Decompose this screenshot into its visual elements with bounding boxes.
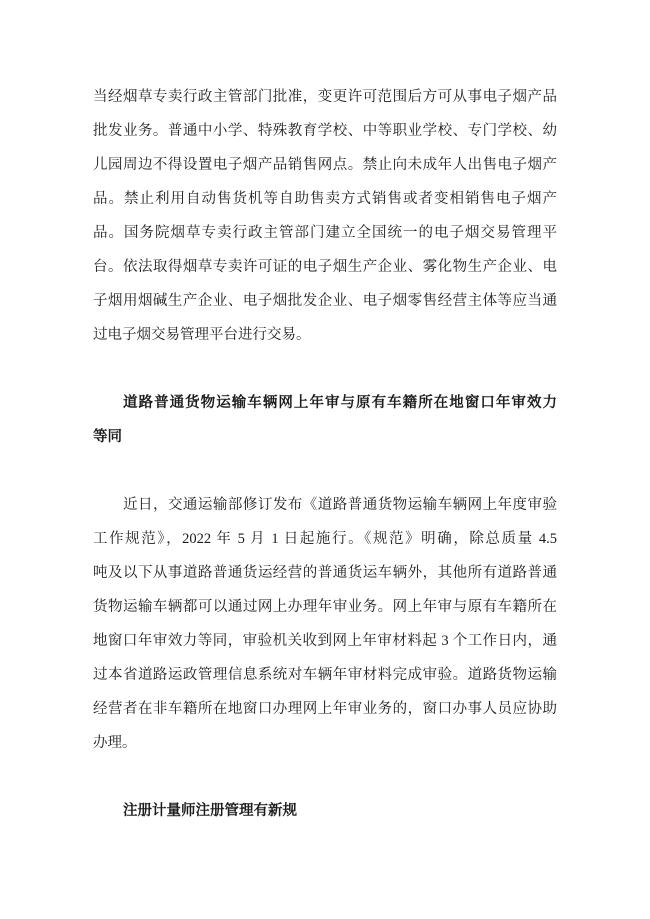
text-line: 品。国务院烟草专卖行政主管部门建立全国统一的电子烟交易管理平	[93, 225, 557, 241]
text-line: 工作规范》，2022 年 5 月 1 日起施行。《规范》明确，除总质量 4.5	[93, 531, 557, 547]
text-line: 过电子烟交易管理平台进行交易。	[93, 327, 311, 343]
text-line: 经营者在非车籍所在地窗口办理网上年审业务的，窗口办事人员应协助	[93, 701, 557, 717]
text-line: 吨及以下从事道路普通货运经营的普通货运车辆外，其他所有道路普通	[93, 565, 557, 581]
text-line: 货物运输车辆都可以通过网上办理年审业务。网上年审与原有车籍所在	[93, 599, 557, 615]
text-line: 地窗口年审效力等同，审验机关收到网上年审材料起 3 个工作日内，通	[93, 633, 557, 649]
text-line: 道路普通货物运输车辆网上年审与原有车籍所在地窗口年审效力	[123, 395, 557, 411]
text-line: 儿园周边不得设置电子烟产品销售网点。禁止向未成年人出售电子烟产	[93, 157, 557, 173]
section-heading	[93, 794, 557, 828]
text-line: 子烟用烟碱生产企业、电子烟批发企业、电子烟零售经营主体等应当通	[93, 293, 557, 309]
paragraph	[93, 80, 557, 352]
section-heading	[93, 386, 557, 454]
text-line: 批发业务。普通中小学、特殊教育学校、中等职业学校、专门学校、幼	[93, 123, 557, 139]
text-line: 近日，交通运输部修订发布《道路普通货物运输车辆网上年度审验	[123, 497, 557, 513]
text-line: 办理。	[93, 735, 137, 751]
paragraph	[93, 488, 557, 760]
text-line: 台。依法取得烟草专卖许可证的电子烟生产企业、雾化物生产企业、电	[93, 259, 557, 275]
text-line: 等同	[93, 429, 122, 445]
text-line: 注册计量师注册管理有新规	[123, 803, 297, 819]
text-line: 品。禁止利用自动售货机等自助售卖方式销售或者变相销售电子烟产	[93, 191, 557, 207]
text-line: 当经烟草专卖行政主管部门批准，变更许可范围后方可从事电子烟产品	[93, 89, 557, 105]
text-line: 过本省道路运政管理信息系统对车辆年审材料完成审验。道路货物运输	[93, 667, 557, 683]
document-body	[93, 80, 557, 828]
